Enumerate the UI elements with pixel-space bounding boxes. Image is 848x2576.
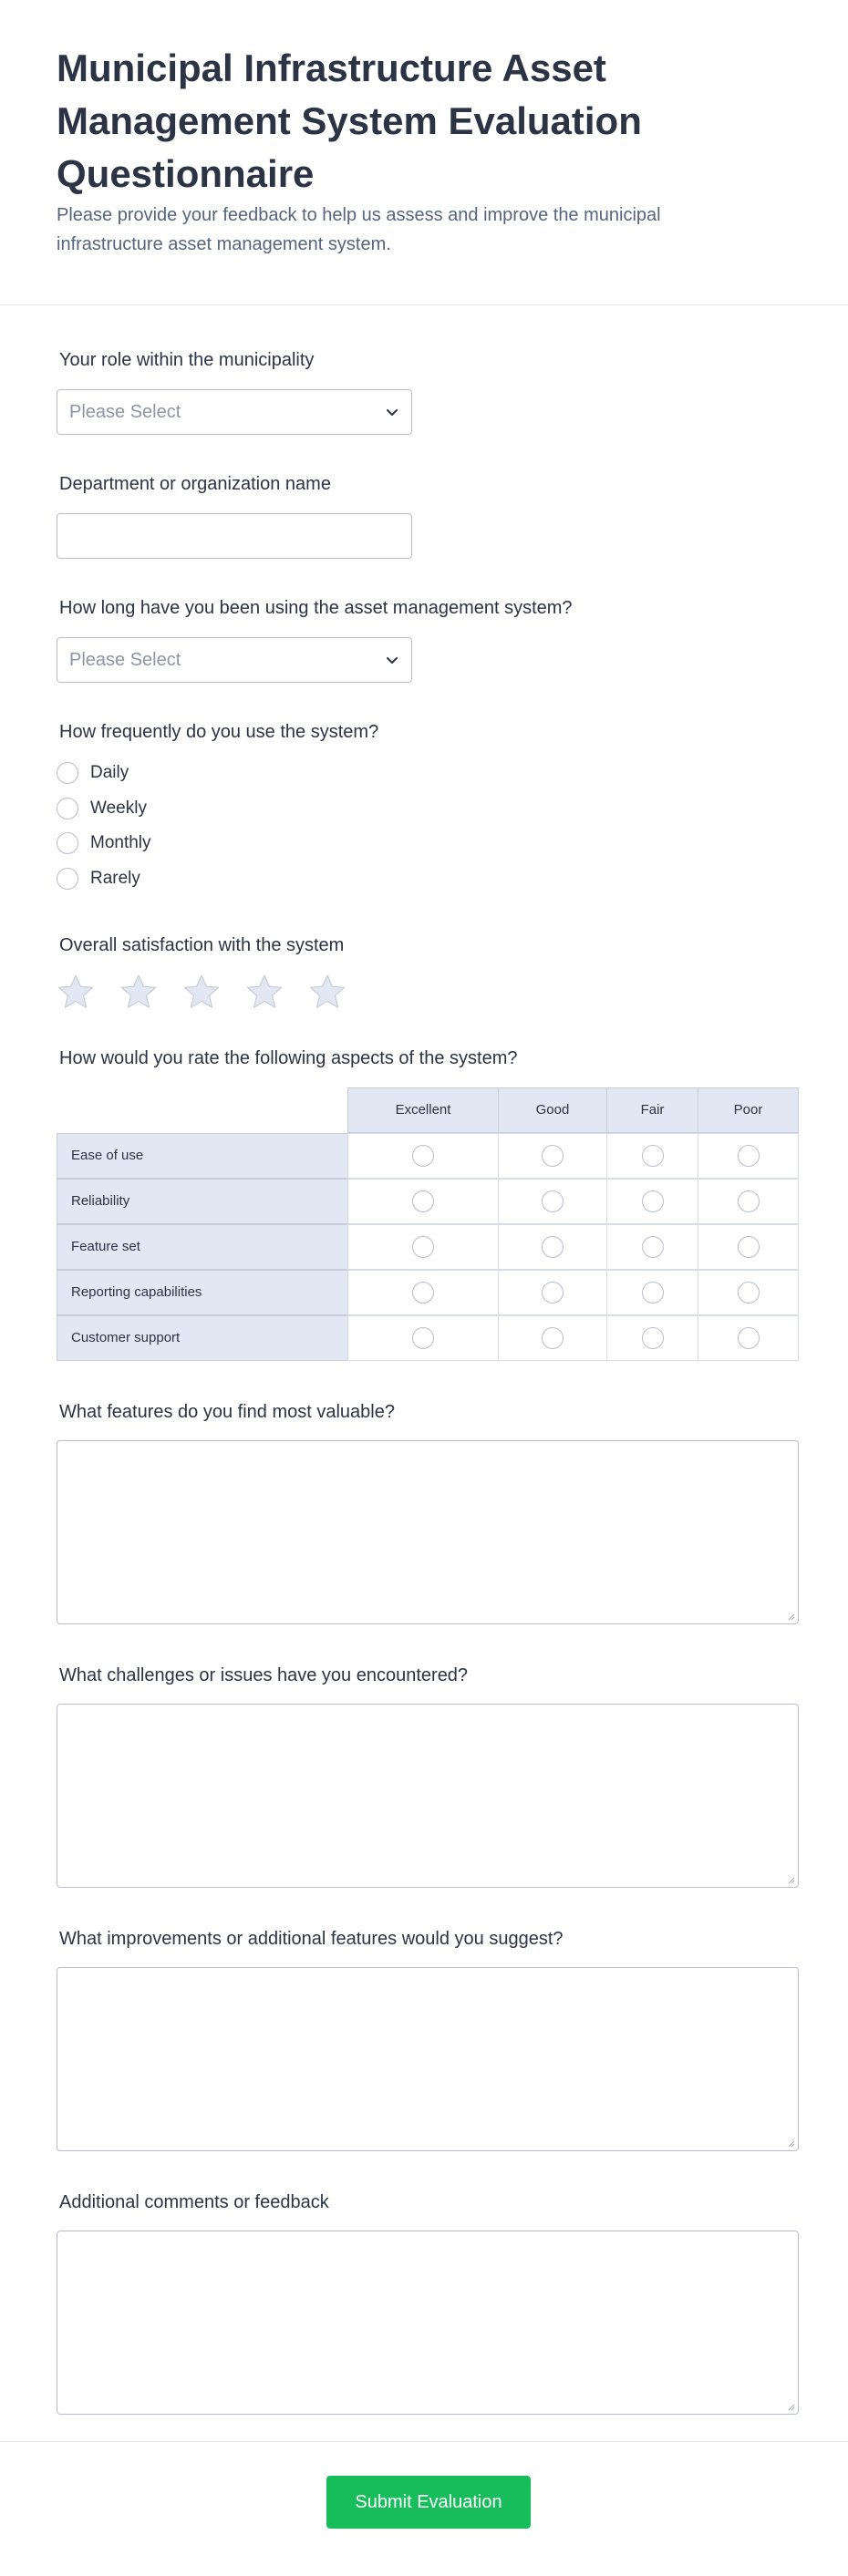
matrix-cell [498,1179,607,1224]
form-header [0,0,848,305]
matrix-cell [606,1133,698,1179]
valuable-features-textarea[interactable] [57,1440,799,1624]
matrix-radio-button[interactable] [542,1190,564,1212]
role-select[interactable] [57,389,412,435]
matrix-radio-button[interactable] [542,1236,564,1258]
form-subtitle: Please provide your feedback to help us assess and improve the municipal infrastructure asset management system. [57,205,661,254]
matrix-radio-button[interactable] [412,1190,434,1212]
role-select-placeholder: Please Select [69,402,181,422]
matrix-cell [347,1315,499,1361]
matrix-cell [347,1224,499,1270]
matrix-radio-button[interactable] [642,1282,664,1303]
matrix-cell [698,1179,799,1224]
matrix-cell [498,1224,607,1270]
radio-button[interactable] [57,798,78,819]
matrix-radio-button[interactable] [412,1145,434,1167]
resize-grip-icon[interactable] [786,1612,795,1621]
matrix-cell [347,1270,499,1315]
comments-textarea[interactable] [57,2231,799,2415]
radio-button[interactable] [57,868,78,890]
form-title: Municipal Infrastructure Asset Management System Evaluation Questionnaire [57,46,642,195]
matrix-cell [498,1315,607,1361]
matrix-radio-button[interactable] [738,1236,760,1258]
matrix-cell [606,1270,698,1315]
challenges-textarea[interactable] [57,1704,799,1888]
matrix-column-header: Excellent [347,1087,499,1133]
matrix-cell [698,1133,799,1179]
matrix-radio-button[interactable] [642,1190,664,1212]
matrix-cell [698,1270,799,1315]
improvements-textarea[interactable] [57,1967,799,2151]
matrix-cell [698,1315,799,1361]
star-icon[interactable] [119,973,158,1011]
matrix-radio-button[interactable] [738,1145,760,1167]
matrix-row-label: Reliability [57,1179,348,1224]
matrix-radio-button[interactable] [738,1327,760,1349]
matrix-radio-button[interactable] [412,1236,434,1258]
frequency-label: How frequently do you use the system? [59,722,379,742]
chevron-down-icon [384,404,400,420]
matrix-radio-button[interactable] [412,1282,434,1303]
matrix-column-header: Good [498,1087,607,1133]
resize-grip-icon[interactable] [786,1875,795,1884]
matrix-column-header: Fair [606,1087,698,1133]
matrix-row-label: Customer support [57,1315,348,1361]
matrix-radio-button[interactable] [738,1282,760,1303]
matrix-row-label: Reporting capabilities [57,1270,348,1315]
valuable-features-label: What features do you find most valuable? [59,1402,395,1422]
radio-button[interactable] [57,762,78,784]
role-label: Your role within the municipality [59,350,315,370]
matrix-cell [347,1179,499,1224]
matrix-radio-button[interactable] [542,1327,564,1349]
frequency-option-label: Monthly [90,833,151,852]
usage-duration-label: How long have you been using the asset management system? [59,598,573,618]
comments-label: Additional comments or feedback [59,2192,329,2212]
star-icon[interactable] [182,973,221,1011]
matrix-cell [606,1179,698,1224]
resize-grip-icon[interactable] [786,2138,795,2148]
aspects-label: How would you rate the following aspects of the system? [59,1048,518,1068]
matrix-radio-button[interactable] [642,1236,664,1258]
matrix-radio-button[interactable] [642,1327,664,1349]
matrix-radio-button[interactable] [738,1190,760,1212]
matrix-radio-button[interactable] [642,1145,664,1167]
department-label: Department or organization name [59,474,331,494]
satisfaction-label: Overall satisfaction with the system [59,935,345,955]
chevron-down-icon [384,652,400,668]
matrix-cell [347,1133,499,1179]
matrix-row-label: Ease of use [57,1133,348,1179]
matrix-row-label: Feature set [57,1224,348,1270]
matrix-cell [698,1224,799,1270]
submit-button[interactable]: Submit Evaluation [326,2476,531,2529]
matrix-cell [498,1133,607,1179]
star-icon[interactable] [308,973,346,1011]
matrix-radio-button[interactable] [542,1282,564,1303]
frequency-option-label: Daily [90,763,129,782]
matrix-column-header: Poor [698,1087,799,1133]
star-icon[interactable] [57,973,95,1011]
usage-duration-placeholder: Please Select [69,650,181,670]
resize-grip-icon[interactable] [786,2402,795,2411]
improvements-label: What improvements or additional features would you suggest? [59,1929,564,1949]
radio-button[interactable] [57,832,78,854]
matrix-cell [498,1270,607,1315]
aspects-matrix [57,1087,799,1361]
matrix-radio-button[interactable] [542,1145,564,1167]
challenges-label: What challenges or issues have you encountered? [59,1665,469,1685]
matrix-cell [606,1315,698,1361]
frequency-option-label: Rarely [90,869,140,888]
matrix-radio-button[interactable] [412,1327,434,1349]
star-icon[interactable] [245,973,284,1011]
department-input[interactable] [57,513,412,559]
usage-duration-select[interactable] [57,637,412,683]
frequency-option-label: Weekly [90,799,147,818]
matrix-cell [606,1224,698,1270]
